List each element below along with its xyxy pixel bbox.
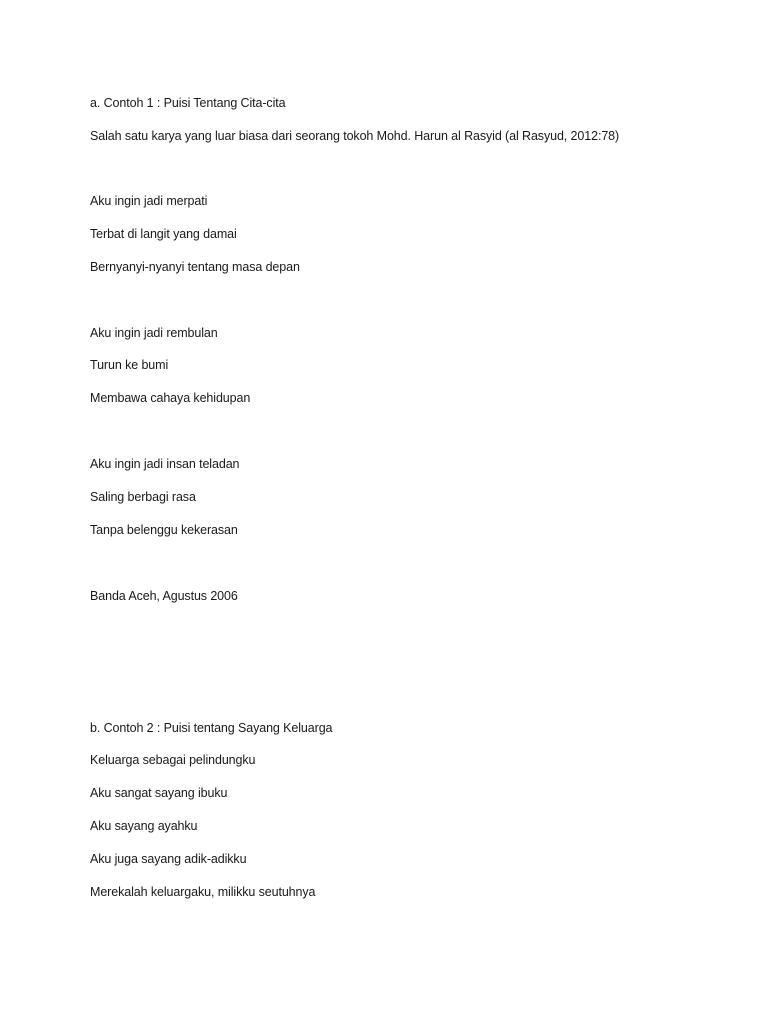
poem-line: Aku ingin jadi insan teladan — [90, 457, 240, 471]
poem-line: Aku sangat sayang ibuku — [90, 786, 228, 800]
poem-signature: Banda Aceh, Agustus 2006 — [90, 589, 238, 603]
poem-line: Aku sayang ayahku — [90, 819, 198, 833]
poem-line: Keluarga sebagai pelindungku — [90, 753, 256, 767]
poem-line: Turun ke bumi — [90, 358, 169, 372]
section-a-intro: Salah satu karya yang luar biasa dari seorang tokoh Mohd. Harun al Rasyid (al Rasyud, 2012:78) — [90, 129, 620, 143]
poem-line: Bernyanyi-nyanyi tentang masa depan — [90, 260, 300, 274]
section-b-heading: b. Contoh 2 : Puisi tentang Sayang Keluarga — [90, 721, 333, 735]
poem-line: Membawa cahaya kehidupan — [90, 391, 251, 405]
poem-line: Tanpa belenggu kekerasan — [90, 523, 238, 537]
poem-line: Merekalah keluargaku, milikku seutuhnya — [90, 885, 316, 899]
poem-line: Aku ingin jadi merpati — [90, 194, 208, 208]
poem-line: Saling berbagi rasa — [90, 490, 196, 504]
section-a-heading: a. Contoh 1 : Puisi Tentang Cita-cita — [90, 96, 286, 110]
poem-line: Terbat di langit yang damai — [90, 227, 237, 241]
poem-line: Aku ingin jadi rembulan — [90, 326, 218, 340]
poem-line: Aku juga sayang adik-adikku — [90, 852, 247, 866]
